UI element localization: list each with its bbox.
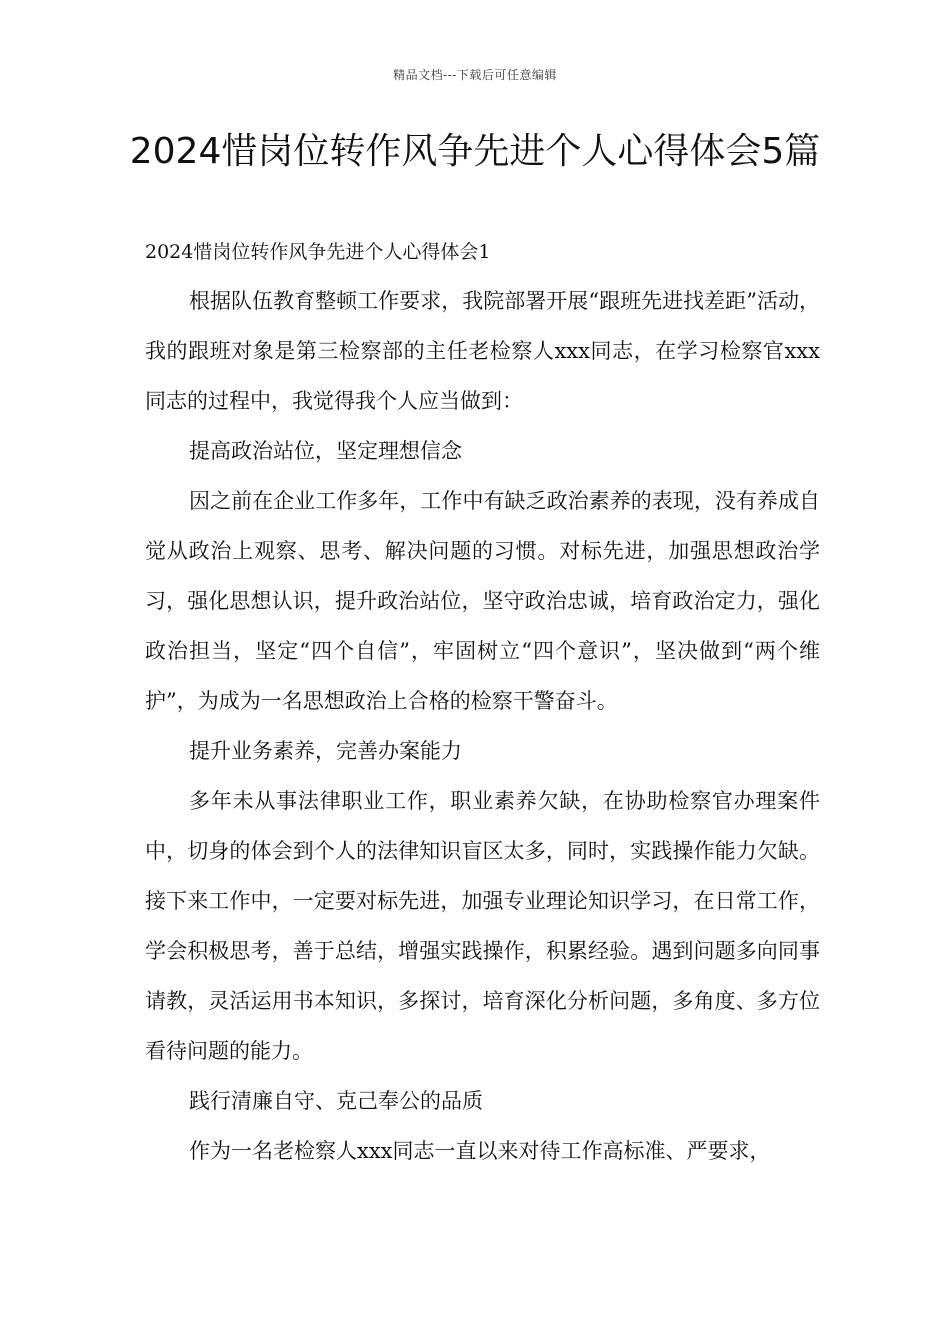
section-heading-integrity: 践行清廉自守、克己奉公的品质	[189, 1089, 483, 1113]
section-heading-professional: 提升业务素养，完善办案能力	[189, 739, 462, 763]
paragraph-intro: 根据队伍教育整顿工作要求，我院部署开展“跟班先进找差距”活动，我的跟班对象是第三检察部的主任老检察人xxx同志，在学习检察官xxx同志的过程中，我觉得我个人应当做到：	[145, 289, 820, 413]
paragraph-professional: 多年未从事法律职业工作，职业素养欠缺，在协助检察官办理案件中，切身的体会到个人的法律知识盲区太多，同时，实践操作能力欠缺。接下来工作中，一定要对标先进，加强专业理论知识学习，在日常工作，学会积极思考，善于总结，增强实践操作，积累经验。遇到问题多向同事请教，灵活运用书本知识，多探讨，培育深化分析问题，多角度、多方位看待问题的能力。	[145, 789, 820, 1063]
paragraph-political: 因之前在企业工作多年，工作中有缺乏政治素养的表现，没有养成自觉从政治上观察、思考、解决问题的习惯。对标先进，加强思想政治学习，强化思想认识，提升政治站位，坚守政治忠诚，培育政治定力，强化政治担当，坚定“四个自信”，牢固树立“四个意识”，坚决做到“两个维护”，为成为一名思想政治上合格的检察干警奋斗。	[145, 489, 820, 713]
paragraph-integrity: 作为一名老检察人xxx同志一直以来对待工作高标准、严要求，	[189, 1139, 771, 1163]
header-note: 精品文档---下载后可任意编辑	[393, 68, 557, 82]
section-heading-political: 提高政治站位，坚定理想信念	[189, 439, 462, 463]
document-title: 2024惜岗位转作风争先进个人心得体会5篇	[129, 131, 821, 172]
section-subtitle: 2024惜岗位转作风争先进个人心得体会1	[145, 241, 491, 263]
document-body	[145, 232, 820, 1176]
